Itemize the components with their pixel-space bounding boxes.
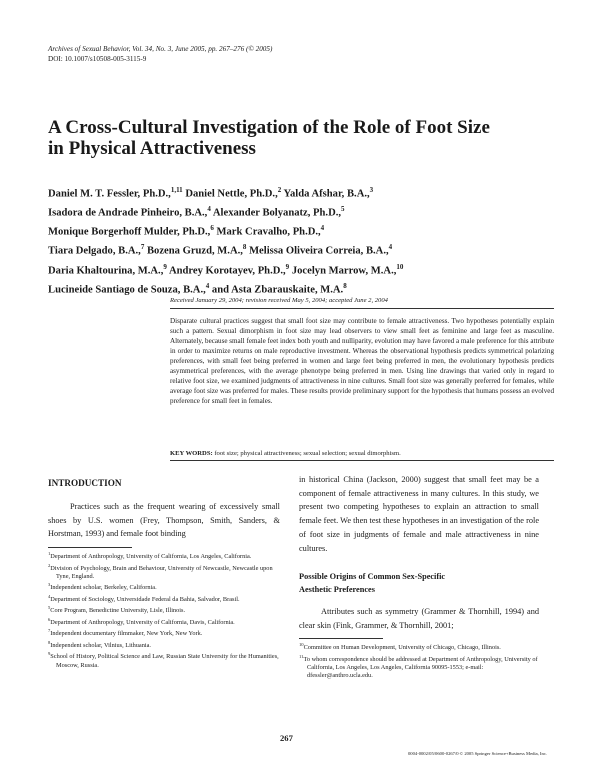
author-affiliation-mark: 3: [369, 186, 374, 194]
footnote: [299, 653, 544, 681]
footnote: [48, 650, 288, 670]
author-affiliation-mark: 7: [140, 243, 145, 252]
footnote: [48, 604, 288, 616]
page-number: 267: [280, 733, 293, 743]
author-affiliation-mark: 1,11: [170, 186, 183, 194]
author-affiliation-mark: 10: [396, 262, 404, 271]
footnote-text: Independent documentary filmmaker, New York, New York.: [50, 630, 203, 638]
author-name: Mark Cravalho, Ph.D.,: [216, 226, 321, 238]
footnote-number: 11: [299, 653, 304, 659]
subsection-heading-line-1: Possible Origins of Common Sex-Specific: [299, 572, 446, 581]
journal-citation: Archives of Sexual Behavior, Vol. 34, No. 3, June 2005, pp. 267–276 (© 2005): [48, 45, 273, 53]
author-affiliation-mark: 4: [207, 205, 211, 214]
footnote-text: Independent scholar, Berkeley, California.: [50, 584, 157, 592]
author-affiliation-mark: 4: [205, 281, 210, 290]
abstract-bottom-rule: [170, 460, 554, 461]
footnote-number: 1: [48, 551, 51, 556]
author-name: Daniel M. T. Fessler, Ph.D.,: [48, 188, 171, 200]
section-heading-introduction: INTRODUCTION: [48, 478, 122, 488]
author-affiliation-mark: 4: [388, 243, 393, 252]
footnote-text: Independent scholar, Vilnius, Lithuania.: [50, 642, 151, 649]
footnote-text: Department of Anthropology, University of California, Davis, California.: [50, 619, 235, 626]
footnotes-left: [48, 550, 288, 670]
author-name: Jocelyn Marrow, M.A.,: [291, 265, 397, 277]
author-affiliation-mark: 4: [320, 224, 325, 233]
title-line-2: in Physical Attractiveness: [48, 138, 256, 159]
footnote-number: 9: [48, 651, 51, 657]
author-name: Melissa Oliveira Correia, B.A.,: [249, 245, 389, 257]
author-name: Bozena Gruzd, M.A.,: [146, 245, 243, 257]
footnote-number: 4: [48, 593, 51, 599]
abstract-top-rule: [170, 308, 554, 309]
footnote-number: 6: [48, 616, 51, 622]
footnote-text: To whom correspondence should be addressed at Department of Anthropology, University of California, Los Angeles, Los Angeles, California 90095-1553; e-mail: dfessler@anthro.ucla.edu.: [303, 655, 538, 680]
author-affiliation-mark: 9: [285, 262, 290, 271]
article-title: [48, 117, 568, 159]
author-name: Alexander Bolyanatz, Ph.D.,: [212, 207, 342, 219]
footnote-text: Division of Psychology, Brain and Behaviour, University of Newcastle, Newcastle upon Tyne, England.: [50, 564, 273, 580]
author-name: Yalda Afshar, B.A.,: [283, 188, 370, 200]
footnote-rule-right: [299, 638, 383, 639]
footnote-rule-left: [48, 547, 132, 548]
footnote: [48, 639, 288, 651]
author-name: Lucineide Santiago de Souza, B.A.,: [48, 284, 206, 296]
doi: DOI: 10.1007/s10508-005-3115-9: [48, 55, 147, 63]
subsection-heading: [299, 570, 539, 597]
footnote-text: School of History, Political Science and Law, Russian State University for the Humanities, Moscow, Russia.: [50, 653, 279, 669]
footnote-number: 10: [299, 642, 304, 647]
footnote: [48, 593, 288, 605]
author-affiliation-mark: 2: [277, 186, 282, 194]
copyright-line: 0004-0002/05/0600-0267/0 © 2005 Springer Science+Business Media, Inc.: [408, 751, 548, 756]
intro-paragraph-right: in historical China (Jackson, 2000) suggest that small feet may be a component of female attractiveness in many cultures. In this study, we present two competing hypotheses to explain an attraction to small female feet. We then test these hypotheses in an investigation of the role of foot size in judgments of female and male attractiveness in nine cultures.: [299, 475, 539, 553]
author-name: Tiara Delgado, B.A.,: [48, 245, 141, 257]
author-affiliation-mark: 6: [210, 224, 214, 233]
author-affiliation-mark: 9: [163, 262, 167, 271]
footnote-text: Department of Sociology, Universidade Federal da Bahia, Salvador, Brasil.: [50, 596, 240, 603]
footnote: [299, 641, 544, 653]
keywords-text: foot size; physical attractiveness; sexual selection; sexual dimorphism.: [214, 450, 401, 457]
author-name: and Asta Zbarauskaite, M.A.: [211, 284, 344, 296]
received-dates: Received January 29, 2004; revision received May 5, 2004; accepted June 2, 2004: [170, 297, 388, 304]
footnote-number: 7: [48, 628, 51, 634]
footnote-text: Core Program, Benedictine University, Lisle, Illinois.: [50, 607, 186, 615]
author-name: Daria Khaltourina, M.A.,: [48, 265, 164, 277]
author-affiliation-mark: 8: [242, 243, 247, 252]
author-affiliation-mark: 5: [341, 205, 345, 214]
footnote-number: 5: [48, 605, 51, 611]
title-line-1: A Cross-Cultural Investigation of the Role of Foot Size: [48, 117, 490, 138]
footnote-number: 8: [48, 639, 51, 645]
footnote: [48, 616, 288, 628]
author-name: Andrey Korotayev, Ph.D.,: [168, 265, 286, 277]
footnote-text: Department of Anthropology, University of California, Los Angeles, California.: [50, 553, 252, 561]
footnote: [48, 581, 288, 593]
footnote-number: 2: [48, 562, 51, 568]
keywords-label: KEY WORDS:: [170, 450, 213, 457]
footnotes-right: [299, 641, 544, 681]
subsection-paragraph: Attributes such as symmetry (Grammer & Thornhill, 1994) and clear skin (Fink, Grammer, & Thornhill, 2001;: [299, 607, 539, 630]
abstract: Disparate cultural practices suggest that small foot size may contribute to female attractiveness. Two hypotheses potentially explain such a pattern. Sexual dimorphism in foot size may lead observers to view small feet as feminine and large feet as masculine. Alternately, because small female feet index both youth and nulliparity, evolution may have favored a male preference for this attribute in order to maximize returns on male reproductive investment. Whereas the observational hypothesis predicts symmetrical polarizing preferences, with small feet being preferred in women and large feet being preferred in men, the evolutionary hypothesis predicts asymmetrical preferences, with the average phenotype being preferred in men. Using line drawings that varied only in regard to relative foot size, we examined judgments of attractiveness in nine cultures. Small foot size was generally preferred for females, while average foot size was preferred for males. These results provide preliminary support for the hypothesis that humans possess an evolved preference for small feet in females.: [170, 317, 554, 405]
footnote: [48, 627, 288, 639]
author-name: Isadora de Andrade Pinheiro, B.A.,: [48, 207, 208, 219]
footnote: [48, 550, 288, 562]
footnote-text: Committee on Human Development, University of Chicago, Chicago, Illinois.: [303, 644, 501, 652]
author-name: Daniel Nettle, Ph.D.,: [185, 188, 278, 200]
subsection-heading-line-2: Aesthetic Preferences: [299, 585, 375, 595]
author-affiliation-mark: 8: [343, 281, 347, 290]
author-name: Monique Borgerhoff Mulder, Ph.D.,: [48, 226, 211, 238]
footnote-number: 3: [48, 582, 51, 588]
author-list: [48, 183, 568, 298]
footnote: [48, 562, 288, 582]
keywords: [170, 449, 554, 458]
intro-paragraph-left: Practices such as the frequent wearing of excessively small shoes by U.S. women (Frey, Thompson, Smith, Sanders, & Horstman, 1993) and female foot binding: [48, 502, 280, 539]
